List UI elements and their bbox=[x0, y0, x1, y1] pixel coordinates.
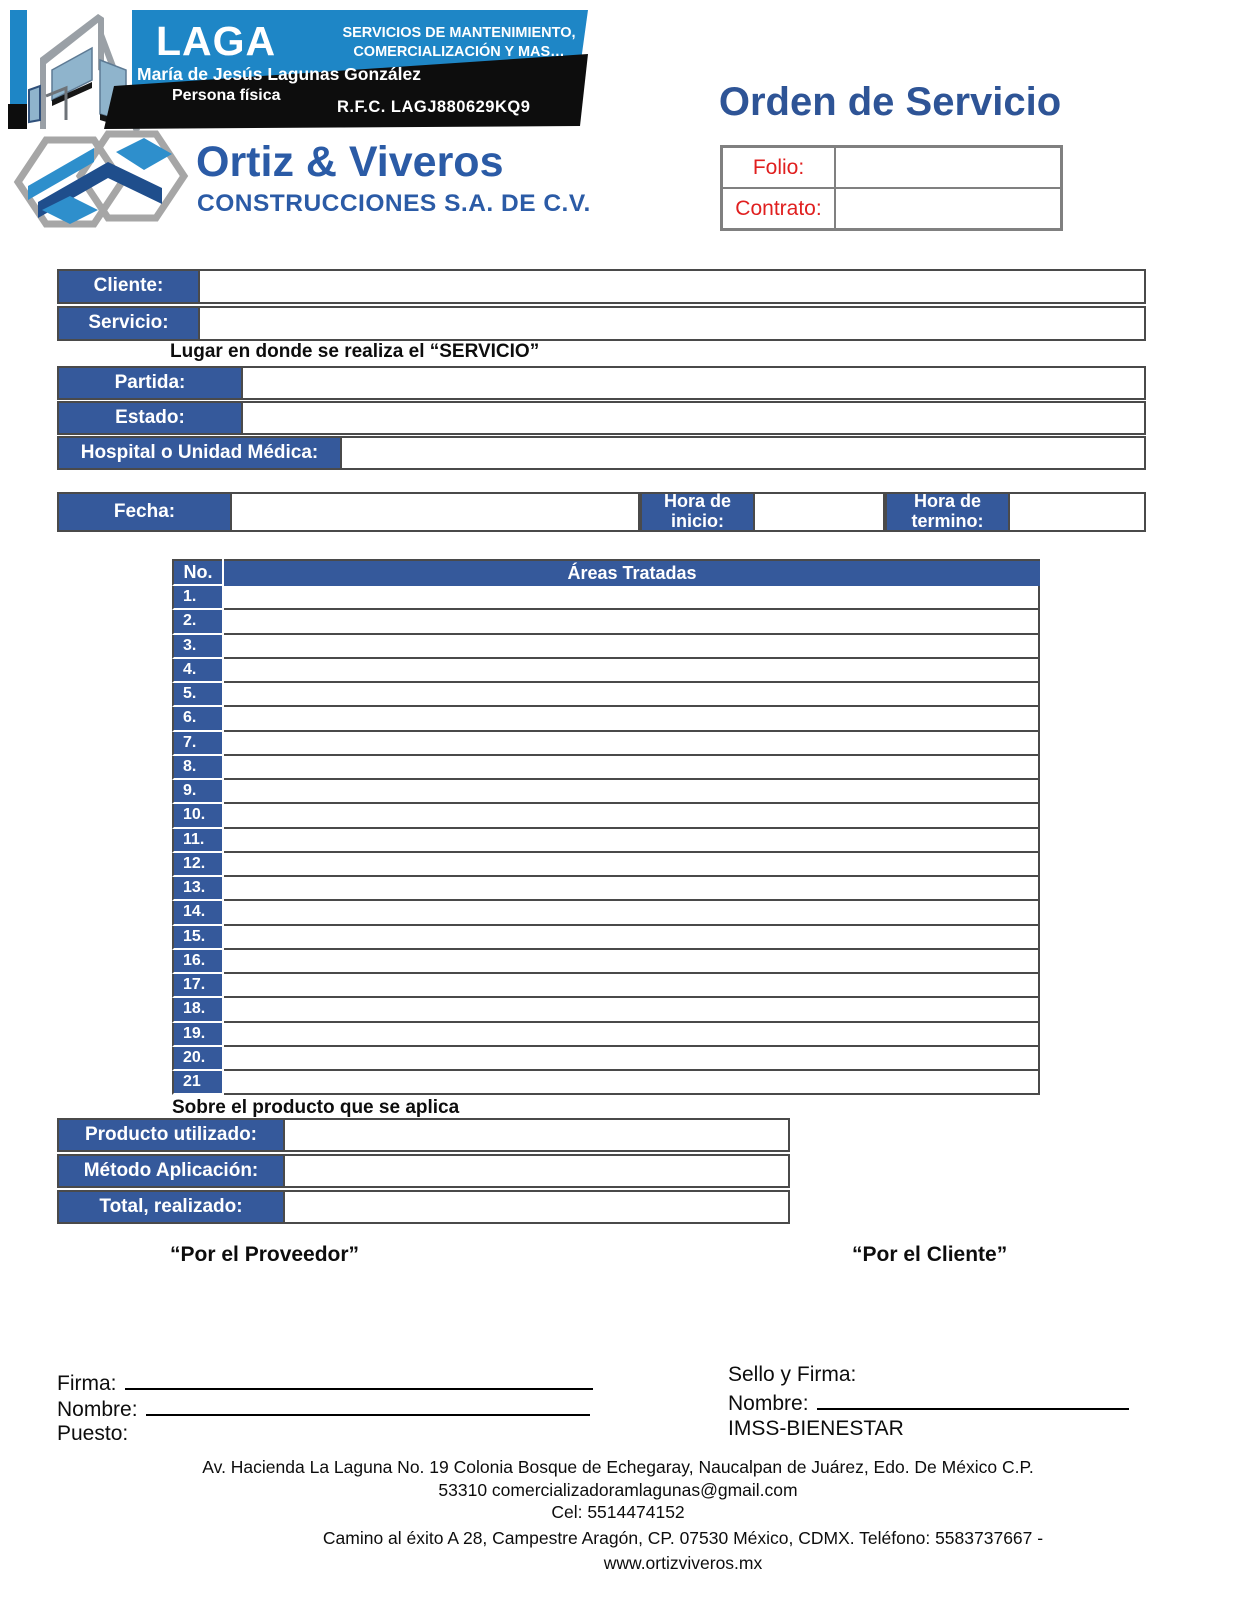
table-row bbox=[172, 853, 1040, 877]
areas-table-body bbox=[172, 586, 1040, 1095]
table-row bbox=[172, 635, 1040, 659]
cliente-row bbox=[57, 269, 1146, 304]
por-el-proveedor-heading: “Por el Proveedor” bbox=[170, 1243, 360, 1266]
fecha-row bbox=[57, 492, 1146, 532]
nombre-cliente-line[interactable] bbox=[817, 1390, 1129, 1410]
row-number: 1. bbox=[172, 586, 222, 610]
producto-heading: Sobre el producto que se aplica bbox=[172, 1097, 460, 1118]
area-input-cell[interactable] bbox=[224, 635, 1040, 659]
area-input-cell[interactable] bbox=[224, 877, 1040, 901]
table-row bbox=[172, 877, 1040, 901]
servicio-row bbox=[57, 306, 1146, 341]
areas-tratadas-table bbox=[172, 559, 1040, 1095]
ortiz-viveros-hexagon-logo bbox=[12, 126, 190, 238]
hospital-field[interactable] bbox=[342, 436, 1146, 470]
metodo-row bbox=[57, 1154, 790, 1188]
hospital-row bbox=[57, 436, 1146, 470]
sello-firma-row bbox=[728, 1363, 856, 1387]
row-number: 13. bbox=[172, 877, 222, 901]
area-input-cell[interactable] bbox=[224, 707, 1040, 731]
area-input-cell[interactable] bbox=[224, 804, 1040, 828]
cliente-label: Cliente: bbox=[57, 269, 200, 304]
row-number: 14. bbox=[172, 901, 222, 925]
total-label: Total, realizado: bbox=[57, 1190, 285, 1224]
contrato-label: Contrato: bbox=[722, 188, 835, 229]
hora-termino-field[interactable] bbox=[1010, 492, 1146, 532]
area-input-cell[interactable] bbox=[224, 853, 1040, 877]
fecha-label: Fecha: bbox=[57, 492, 232, 532]
nombre-cliente-label: Nombre: bbox=[728, 1392, 809, 1415]
partida-label: Partida: bbox=[57, 366, 243, 400]
area-input-cell[interactable] bbox=[224, 974, 1040, 998]
laga-tagline: SERVICIOS DE MANTENIMIENTO, COMERCIALIZACIÓN Y MAS… bbox=[342, 25, 576, 60]
producto-row bbox=[57, 1118, 790, 1152]
table-row bbox=[172, 950, 1040, 974]
laga-rfc: R.F.C. LAGJ880629KQ9 bbox=[337, 98, 531, 116]
page-title: Orden de Servicio bbox=[718, 80, 1062, 124]
company-subtitle: CONSTRUCCIONES S.A. DE C.V. bbox=[197, 190, 591, 217]
table-row bbox=[172, 901, 1040, 925]
servicio-field[interactable] bbox=[200, 306, 1146, 341]
table-row bbox=[172, 974, 1040, 998]
por-el-cliente-heading: “Por el Cliente” bbox=[852, 1243, 1008, 1266]
nombre-label: Nombre: bbox=[57, 1398, 138, 1421]
estado-field[interactable] bbox=[243, 401, 1146, 435]
row-number: 19. bbox=[172, 1023, 222, 1047]
area-input-cell[interactable] bbox=[224, 1071, 1040, 1095]
table-row bbox=[172, 1023, 1040, 1047]
estado-row bbox=[57, 401, 1146, 435]
cliente-field[interactable] bbox=[200, 269, 1146, 304]
partida-field[interactable] bbox=[243, 366, 1146, 400]
fecha-field[interactable] bbox=[232, 492, 640, 532]
total-field[interactable] bbox=[285, 1190, 790, 1224]
table-row bbox=[172, 659, 1040, 683]
footer-cel: Cel: 5514474152 bbox=[551, 1502, 685, 1522]
nombre-row bbox=[57, 1396, 590, 1422]
area-input-cell[interactable] bbox=[224, 610, 1040, 634]
table-row bbox=[172, 610, 1040, 634]
row-number: 2. bbox=[172, 610, 222, 634]
row-number: 21 bbox=[172, 1071, 222, 1095]
area-input-cell[interactable] bbox=[224, 756, 1040, 780]
producto-label: Producto utilizado: bbox=[57, 1118, 285, 1152]
footer-address-1: Av. Hacienda La Laguna No. 19 Colonia Bosque de Echegaray, Naucalpan de Juárez, Edo. De México C.P. bbox=[202, 1457, 1034, 1477]
table-row bbox=[172, 804, 1040, 828]
row-number: 20. bbox=[172, 1047, 222, 1071]
laga-persona-fisica: Persona física bbox=[172, 87, 281, 104]
area-input-cell[interactable] bbox=[224, 659, 1040, 683]
area-input-cell[interactable] bbox=[224, 586, 1040, 610]
area-input-cell[interactable] bbox=[224, 998, 1040, 1022]
laga-logo-text: LAGA bbox=[156, 18, 277, 64]
folio-contrato-table bbox=[720, 145, 1063, 231]
puesto-label: Puesto: bbox=[57, 1422, 129, 1445]
table-row bbox=[172, 683, 1040, 707]
total-row bbox=[57, 1190, 790, 1224]
row-number: 18. bbox=[172, 998, 222, 1022]
nombre-line[interactable] bbox=[146, 1396, 590, 1416]
row-number: 8. bbox=[172, 756, 222, 780]
table-row bbox=[172, 780, 1040, 804]
lugar-heading: Lugar en donde se realiza el “SERVICIO” bbox=[170, 341, 540, 362]
areas-table-header bbox=[172, 559, 1040, 586]
folio-field[interactable] bbox=[835, 147, 1061, 188]
footer-website: www.ortizviveros.mx bbox=[603, 1553, 763, 1573]
row-number: 5. bbox=[172, 683, 222, 707]
area-input-cell[interactable] bbox=[224, 829, 1040, 853]
row-number: 10. bbox=[172, 804, 222, 828]
metodo-label: Método Aplicación: bbox=[57, 1154, 285, 1188]
hospital-label: Hospital o Unidad Médica: bbox=[57, 436, 342, 470]
row-number: 16. bbox=[172, 950, 222, 974]
sello-firma-label: Sello y Firma: bbox=[728, 1363, 857, 1386]
area-input-cell[interactable] bbox=[224, 950, 1040, 974]
area-input-cell[interactable] bbox=[224, 1023, 1040, 1047]
contrato-field[interactable] bbox=[835, 188, 1061, 229]
area-input-cell[interactable] bbox=[224, 901, 1040, 925]
firma-label: Firma: bbox=[57, 1372, 117, 1395]
table-row bbox=[172, 707, 1040, 731]
row-number: 9. bbox=[172, 780, 222, 804]
table-row bbox=[172, 926, 1040, 950]
table-row bbox=[172, 998, 1040, 1022]
row-number: 7. bbox=[172, 732, 222, 756]
folio-label: Folio: bbox=[722, 147, 835, 188]
estado-label: Estado: bbox=[57, 401, 243, 435]
row-number: 6. bbox=[172, 707, 222, 731]
table-row bbox=[172, 829, 1040, 853]
row-number: 4. bbox=[172, 659, 222, 683]
row-number: 15. bbox=[172, 926, 222, 950]
hora-inicio-label: Hora de inicio: bbox=[640, 492, 755, 532]
row-number: 3. bbox=[172, 635, 222, 659]
hora-termino-label: Hora de termino: bbox=[885, 492, 1010, 532]
area-input-cell[interactable] bbox=[224, 732, 1040, 756]
servicio-label: Servicio: bbox=[57, 306, 200, 341]
row-number: 11. bbox=[172, 829, 222, 853]
institucion-text: IMSS-BIENESTAR bbox=[728, 1417, 904, 1440]
table-row bbox=[172, 732, 1040, 756]
laga-header-banner bbox=[0, 8, 600, 140]
nombre-cliente-row bbox=[728, 1390, 1129, 1416]
area-input-cell[interactable] bbox=[224, 926, 1040, 950]
row-number: 12. bbox=[172, 853, 222, 877]
footer-address-2: 53310 comercializadoramlagunas@gmail.com bbox=[438, 1479, 798, 1500]
area-input-cell[interactable] bbox=[224, 1047, 1040, 1071]
table-row bbox=[172, 1071, 1040, 1095]
area-input-cell[interactable] bbox=[224, 780, 1040, 804]
table-row bbox=[172, 756, 1040, 780]
footer-address-3: Camino al éxito A 28, Campestre Aragón, CP. 07530 México, CDMX. Teléfono: 5583737667 - bbox=[322, 1527, 1044, 1548]
table-row bbox=[172, 1047, 1040, 1071]
metodo-field[interactable] bbox=[285, 1154, 790, 1188]
partida-row bbox=[57, 366, 1146, 400]
footer-contact-info bbox=[0, 1456, 1236, 1575]
hora-inicio-field[interactable] bbox=[755, 492, 885, 532]
firma-row bbox=[57, 1370, 593, 1396]
area-input-cell[interactable] bbox=[224, 683, 1040, 707]
col-header-areas: Áreas Tratadas bbox=[224, 559, 1040, 586]
table-row bbox=[172, 586, 1040, 610]
col-header-no: No. bbox=[172, 559, 222, 586]
laga-owner-name: María de Jesús Lagunas González bbox=[137, 64, 421, 84]
firma-signature-line[interactable] bbox=[125, 1370, 593, 1390]
company-name: Ortiz & Viveros bbox=[196, 138, 504, 186]
puesto-row bbox=[57, 1422, 128, 1446]
producto-field[interactable] bbox=[285, 1118, 790, 1152]
row-number: 17. bbox=[172, 974, 222, 998]
